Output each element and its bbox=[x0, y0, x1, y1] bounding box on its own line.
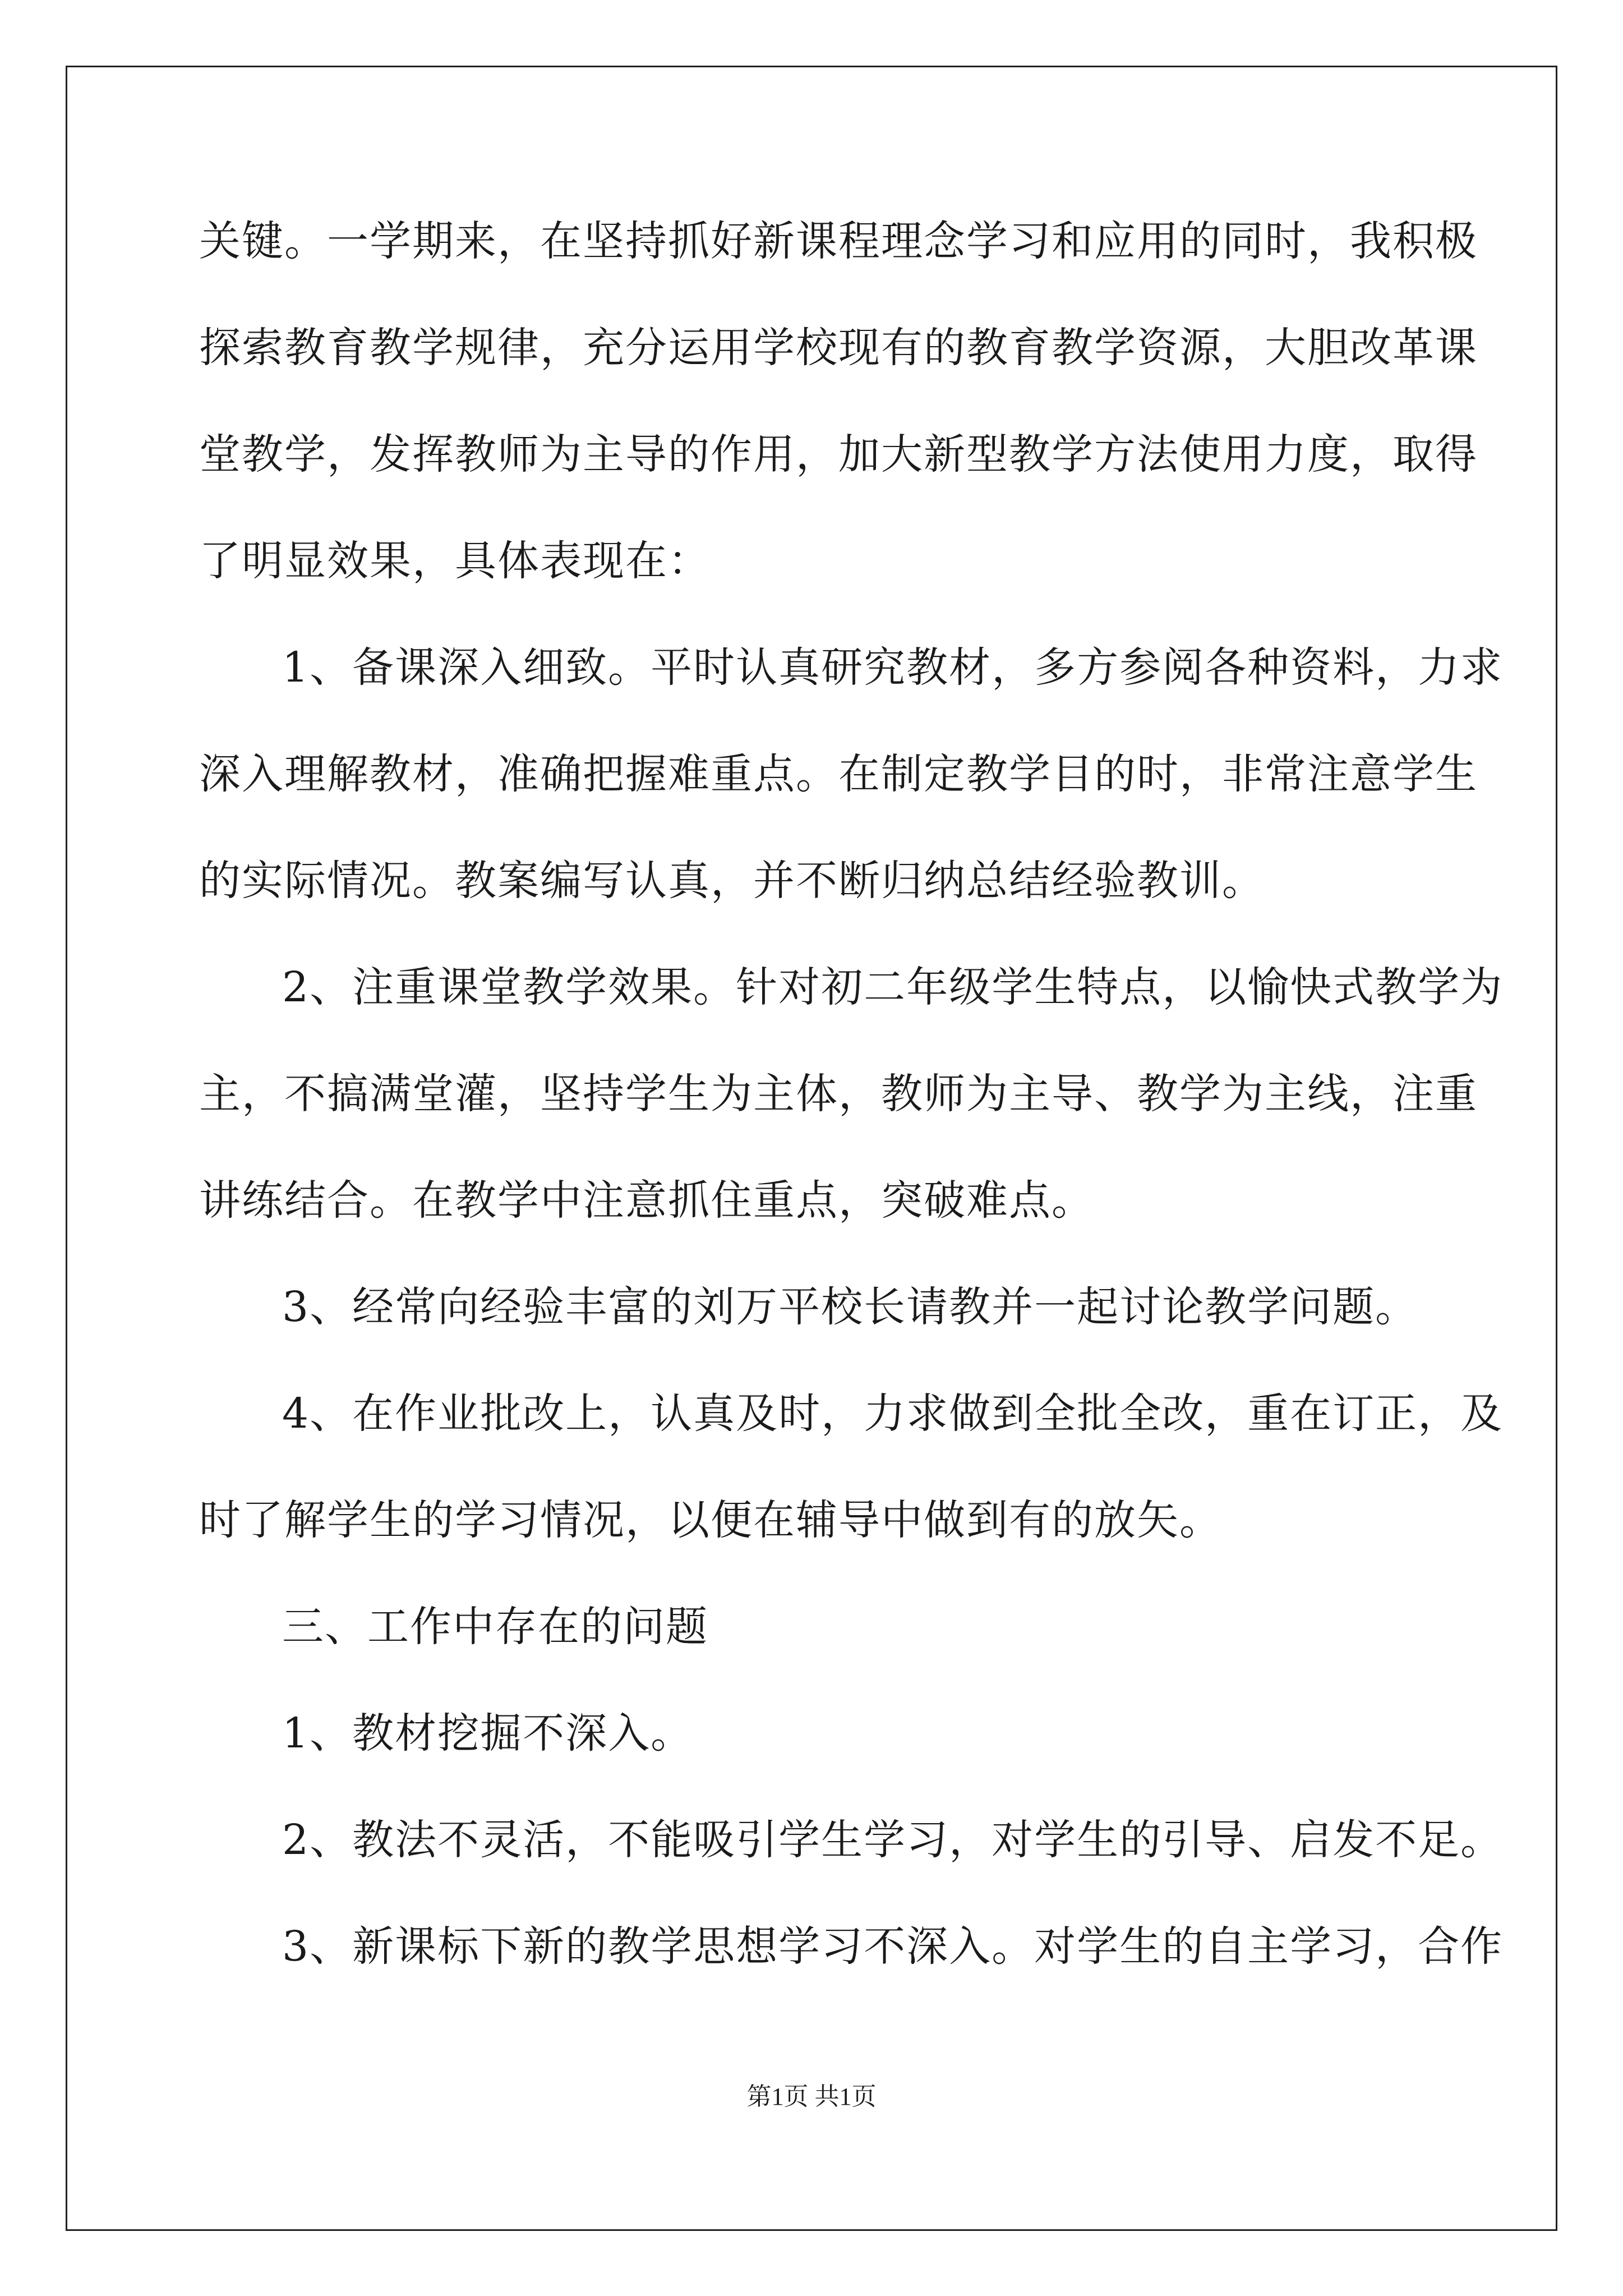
page-border bbox=[66, 66, 1557, 2231]
paragraph-line: 讲练结合。在教学中注意抓住重点，突破难点。 bbox=[199, 1176, 1094, 1225]
paragraph-line: 探索教育教学规律，充分运用学校现有的教育教学资源，大胆改革课 bbox=[199, 324, 1478, 372]
paragraph-line: 2、教法不灵活，不能吸引学生学习，对学生的引导、启发不足。 bbox=[282, 1816, 1504, 1864]
paragraph-line: 关键。一学期来，在坚持抓好新课程理念学习和应用的同时，我积极 bbox=[199, 217, 1478, 265]
paragraph-line: 2、注重课堂教学效果。针对初二年级学生特点，以愉快式教学为 bbox=[282, 963, 1504, 1011]
paragraph-line: 主，不搞满堂灌，坚持学生为主体，教师为主导、教学为主线，注重 bbox=[199, 1070, 1478, 1118]
paragraph-line: 1、备课深入细致。平时认真研究教材，多方参阅各种资料，力求 bbox=[282, 643, 1504, 692]
paragraph-line: 了明显效果，具体表现在： bbox=[199, 537, 711, 585]
page-footer: 第1页 共1页 bbox=[746, 2083, 877, 2110]
paragraph-line: 时了解学生的学习情况，以便在辅导中做到有的放矢。 bbox=[199, 1496, 1222, 1544]
paragraph-line: 堂教学，发挥教师为主导的作用，加大新型教学方法使用力度，取得 bbox=[199, 430, 1478, 478]
paragraph-line: 4、在作业批改上，认真及时，力求做到全批全改，重在订正，及 bbox=[282, 1389, 1504, 1438]
paragraph-line: 3、新课标下新的教学思想学习不深入。对学生的自主学习，合作 bbox=[282, 1922, 1504, 1971]
paragraph-line: 1、教材挖掘不深入。 bbox=[282, 1709, 694, 1757]
paragraph-line: 深入理解教材，准确把握难重点。在制定教学目的时，非常注意学生 bbox=[199, 750, 1478, 798]
section-heading: 三、工作中存在的问题 bbox=[282, 1603, 708, 1651]
paragraph-line: 3、经常向经验丰富的刘万平校长请教并一起讨论教学问题。 bbox=[282, 1283, 1418, 1331]
paragraph-line: 的实际情况。教案编写认真，并不断归纳总结经验教训。 bbox=[199, 857, 1265, 905]
